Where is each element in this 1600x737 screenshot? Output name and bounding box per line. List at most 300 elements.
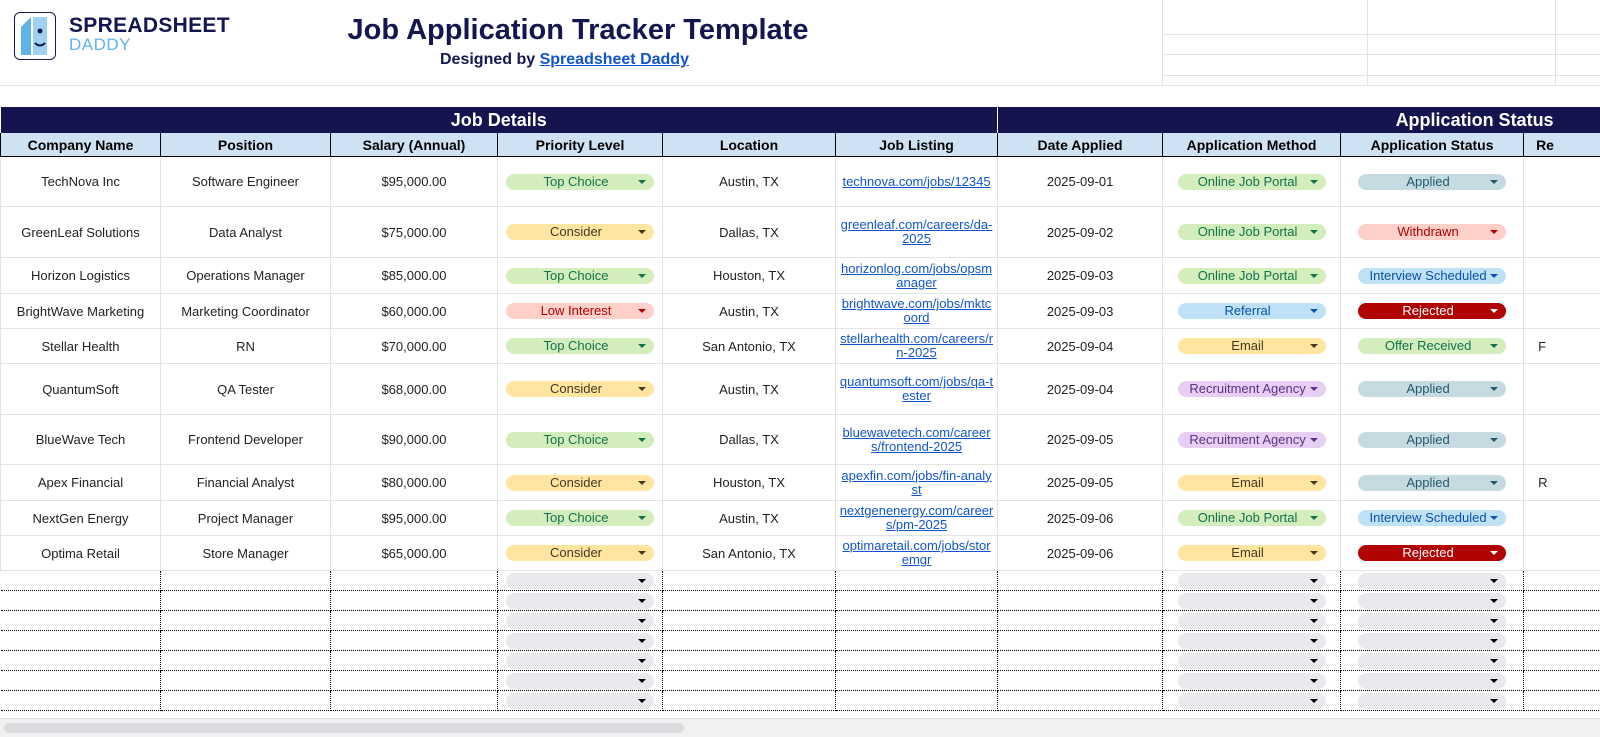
- dropdown-arrow-icon[interactable]: [1490, 481, 1498, 485]
- empty-cell[interactable]: [998, 591, 1163, 611]
- priority-cell[interactable]: [498, 465, 663, 501]
- salary-cell[interactable]: $75,000.00: [331, 207, 498, 258]
- method-cell[interactable]: [1163, 631, 1341, 651]
- job-listing-link[interactable]: quantumsoft.com/jobs/qa-tester: [839, 374, 994, 403]
- position-cell[interactable]: Data Analyst: [161, 207, 331, 258]
- dropdown-arrow-icon[interactable]: [638, 344, 646, 348]
- priority-cell[interactable]: [498, 611, 663, 631]
- method-dropdown[interactable]: [1178, 303, 1326, 319]
- dropdown-arrow-icon[interactable]: [1310, 274, 1318, 278]
- status-dropdown[interactable]: [1358, 653, 1506, 669]
- listing-cell[interactable]: [836, 465, 998, 501]
- method-cell[interactable]: [1163, 651, 1341, 671]
- empty-cell[interactable]: [998, 631, 1163, 651]
- empty-cell[interactable]: [663, 651, 836, 671]
- listing-cell[interactable]: [836, 207, 998, 258]
- job-listing-link[interactable]: technova.com/jobs/12345: [842, 173, 991, 189]
- dropdown-arrow-icon[interactable]: [1310, 438, 1318, 442]
- priority-dropdown[interactable]: [506, 573, 654, 589]
- logo-text: SPREADSHEET: [69, 14, 230, 37]
- empty-cell[interactable]: [836, 651, 998, 671]
- dropdown-arrow-icon[interactable]: [1490, 344, 1498, 348]
- status-dropdown[interactable]: [1358, 545, 1506, 561]
- method-cell[interactable]: [1163, 571, 1341, 591]
- empty-cell[interactable]: [331, 571, 498, 591]
- listing-cell[interactable]: [836, 294, 998, 329]
- empty-cell[interactable]: [331, 651, 498, 671]
- method-dropdown[interactable]: [1178, 673, 1326, 689]
- method-cell[interactable]: [1163, 329, 1341, 364]
- extra-cell[interactable]: [1524, 294, 1600, 329]
- empty-cell[interactable]: [1, 651, 161, 671]
- dropdown-arrow-icon[interactable]: [1490, 387, 1498, 391]
- job-listing-link[interactable]: bluewavetech.com/careers/frontend-2025: [842, 424, 991, 454]
- location-cell[interactable]: Houston, TX: [663, 258, 836, 294]
- priority-dropdown[interactable]: [506, 593, 654, 609]
- empty-cell[interactable]: [663, 611, 836, 631]
- dropdown-arrow-icon[interactable]: [1310, 551, 1318, 555]
- date-cell[interactable]: 2025-09-04: [998, 329, 1163, 364]
- status-cell[interactable]: [1341, 571, 1524, 591]
- status-cell[interactable]: [1341, 536, 1524, 571]
- priority-dropdown[interactable]: [506, 510, 654, 526]
- status-cell[interactable]: [1341, 691, 1524, 711]
- method-dropdown[interactable]: [1178, 475, 1326, 491]
- listing-cell[interactable]: [836, 157, 998, 207]
- status-cell[interactable]: [1341, 591, 1524, 611]
- method-cell[interactable]: [1163, 294, 1341, 329]
- method-cell[interactable]: [1163, 501, 1341, 536]
- dropdown-arrow-icon[interactable]: [1490, 679, 1498, 683]
- dropdown-arrow-icon[interactable]: [1490, 619, 1498, 623]
- method-dropdown[interactable]: [1178, 268, 1326, 284]
- status-cell[interactable]: [1341, 364, 1524, 415]
- status-dropdown[interactable]: [1358, 573, 1506, 589]
- job-listing-link[interactable]: horizonlog.com/jobs/opsmanager: [841, 260, 993, 290]
- job-listing-link[interactable]: brightwave.com/jobs/mktcoord: [841, 296, 992, 325]
- priority-dropdown[interactable]: [506, 338, 654, 354]
- extra-cell[interactable]: [1524, 364, 1600, 415]
- empty-cell[interactable]: [1524, 571, 1600, 591]
- extra-cell[interactable]: [1524, 501, 1600, 536]
- location-cell[interactable]: Austin, TX: [663, 501, 836, 536]
- method-cell[interactable]: [1163, 465, 1341, 501]
- location-cell[interactable]: Dallas, TX: [663, 207, 836, 258]
- dropdown-arrow-icon[interactable]: [638, 679, 646, 683]
- dropdown-arrow-icon[interactable]: [1490, 579, 1498, 583]
- dropdown-arrow-icon[interactable]: [1490, 274, 1498, 278]
- priority-dropdown[interactable]: [506, 381, 654, 397]
- empty-cell[interactable]: [1524, 631, 1600, 651]
- priority-dropdown[interactable]: [506, 303, 654, 319]
- empty-cell[interactable]: [1, 671, 161, 691]
- priority-cell[interactable]: [498, 207, 663, 258]
- status-cell[interactable]: [1341, 611, 1524, 631]
- dropdown-arrow-icon[interactable]: [638, 579, 646, 583]
- method-dropdown[interactable]: [1178, 593, 1326, 609]
- empty-cell[interactable]: [1524, 651, 1600, 671]
- location-cell[interactable]: San Antonio, TX: [663, 536, 836, 571]
- company-cell[interactable]: NextGen Energy: [1, 501, 161, 536]
- method-dropdown[interactable]: [1178, 381, 1326, 397]
- priority-dropdown[interactable]: [506, 174, 654, 190]
- status-dropdown[interactable]: [1358, 432, 1506, 448]
- position-cell[interactable]: Project Manager: [161, 501, 331, 536]
- date-cell[interactable]: 2025-09-05: [998, 415, 1163, 465]
- table-row: [1, 364, 1600, 415]
- company-cell[interactable]: Apex Financial: [1, 465, 161, 501]
- empty-cell[interactable]: [161, 591, 331, 611]
- priority-cell[interactable]: [498, 631, 663, 651]
- method-dropdown[interactable]: [1178, 613, 1326, 629]
- status-dropdown[interactable]: [1358, 475, 1506, 491]
- dropdown-arrow-icon[interactable]: [638, 230, 646, 234]
- date-cell[interactable]: 2025-09-06: [998, 536, 1163, 571]
- tracker-table: [0, 107, 1600, 711]
- dropdown-arrow-icon[interactable]: [638, 180, 646, 184]
- method-cell[interactable]: [1163, 591, 1341, 611]
- status-value: Offer Received: [1384, 338, 1472, 353]
- method-dropdown[interactable]: [1178, 573, 1326, 589]
- status-cell[interactable]: [1341, 258, 1524, 294]
- dropdown-arrow-icon[interactable]: [638, 309, 646, 313]
- priority-cell[interactable]: [498, 571, 663, 591]
- method-value: Email: [1231, 545, 1264, 560]
- column-header: Company Name: [1, 133, 161, 157]
- empty-cell[interactable]: [1524, 691, 1600, 711]
- dropdown-arrow-icon[interactable]: [638, 551, 646, 555]
- location-cell[interactable]: Houston, TX: [663, 465, 836, 501]
- priority-cell[interactable]: [498, 691, 663, 711]
- dropdown-arrow-icon[interactable]: [1310, 481, 1318, 485]
- position-cell[interactable]: RN: [161, 329, 331, 364]
- method-cell[interactable]: [1163, 611, 1341, 631]
- empty-cell[interactable]: [1524, 591, 1600, 611]
- method-dropdown[interactable]: [1178, 174, 1326, 190]
- salary-cell[interactable]: $70,000.00: [331, 329, 498, 364]
- status-cell[interactable]: [1341, 501, 1524, 536]
- job-listing-link[interactable]: apexfin.com/jobs/fin-analyst: [841, 467, 992, 497]
- empty-cell[interactable]: [663, 571, 836, 591]
- status-dropdown[interactable]: [1358, 224, 1506, 240]
- priority-value: Consider: [549, 224, 603, 239]
- method-dropdown[interactable]: [1178, 510, 1326, 526]
- status-cell[interactable]: [1341, 415, 1524, 465]
- position-cell[interactable]: Frontend Developer: [161, 415, 331, 465]
- dropdown-arrow-icon[interactable]: [1310, 180, 1318, 184]
- dropdown-arrow-icon[interactable]: [1310, 344, 1318, 348]
- empty-cell[interactable]: [1, 591, 161, 611]
- location-cell[interactable]: Dallas, TX: [663, 415, 836, 465]
- designer-link[interactable]: Spreadsheet Daddy: [539, 51, 689, 68]
- dropdown-arrow-icon[interactable]: [1490, 639, 1498, 643]
- listing-cell[interactable]: [836, 501, 998, 536]
- status-cell[interactable]: [1341, 631, 1524, 651]
- empty-cell[interactable]: [161, 571, 331, 591]
- location-cell[interactable]: San Antonio, TX: [663, 329, 836, 364]
- empty-cell[interactable]: [331, 611, 498, 631]
- dropdown-arrow-icon[interactable]: [1490, 551, 1498, 555]
- salary-cell[interactable]: $68,000.00: [331, 364, 498, 415]
- company-cell[interactable]: QuantumSoft: [1, 364, 161, 415]
- listing-cell[interactable]: [836, 415, 998, 465]
- dropdown-arrow-icon[interactable]: [1310, 639, 1318, 643]
- empty-cell[interactable]: [1524, 611, 1600, 631]
- priority-cell[interactable]: [498, 258, 663, 294]
- salary-cell[interactable]: $95,000.00: [331, 157, 498, 207]
- dropdown-arrow-icon[interactable]: [1490, 230, 1498, 234]
- extra-cell[interactable]: [1524, 415, 1600, 465]
- company-cell[interactable]: TechNova Inc: [1, 157, 161, 207]
- listing-cell[interactable]: [836, 329, 998, 364]
- priority-cell[interactable]: [498, 671, 663, 691]
- empty-cell[interactable]: [1, 691, 161, 711]
- dropdown-arrow-icon[interactable]: [1490, 659, 1498, 663]
- status-value: Interview Scheduled: [1369, 267, 1487, 283]
- status-cell[interactable]: [1341, 671, 1524, 691]
- location-cell[interactable]: Austin, TX: [663, 364, 836, 415]
- method-cell[interactable]: [1163, 415, 1341, 465]
- priority-dropdown[interactable]: [506, 653, 654, 669]
- empty-cell[interactable]: [161, 651, 331, 671]
- listing-cell[interactable]: [836, 364, 998, 415]
- position-cell[interactable]: Financial Analyst: [161, 465, 331, 501]
- horizontal-scrollbar[interactable]: [0, 718, 1600, 737]
- priority-cell[interactable]: [498, 294, 663, 329]
- location-cell[interactable]: Austin, TX: [663, 294, 836, 329]
- method-dropdown[interactable]: [1178, 224, 1326, 240]
- method-dropdown[interactable]: [1178, 432, 1326, 448]
- band-application-status: Application Status: [998, 107, 1600, 133]
- priority-cell[interactable]: [498, 501, 663, 536]
- company-cell[interactable]: Stellar Health: [1, 329, 161, 364]
- status-dropdown[interactable]: [1358, 693, 1506, 709]
- priority-dropdown[interactable]: [506, 673, 654, 689]
- job-listing-link[interactable]: optimaretail.com/jobs/storemgr: [842, 538, 991, 567]
- empty-cell[interactable]: [331, 691, 498, 711]
- empty-cell[interactable]: [998, 571, 1163, 591]
- dropdown-arrow-icon[interactable]: [1490, 699, 1498, 703]
- empty-cell[interactable]: [331, 631, 498, 651]
- empty-cell[interactable]: [663, 591, 836, 611]
- empty-cell[interactable]: [331, 591, 498, 611]
- status-cell[interactable]: [1341, 157, 1524, 207]
- job-listing-link[interactable]: nextgenenergy.com/careers/pm-2025: [839, 503, 994, 532]
- listing-cell[interactable]: [836, 258, 998, 294]
- job-listing-link[interactable]: stellarhealth.com/careers/rn-2025: [839, 331, 994, 360]
- job-listing-link[interactable]: greenleaf.com/careers/da-2025: [840, 217, 993, 246]
- dropdown-arrow-icon[interactable]: [1310, 699, 1318, 703]
- dropdown-arrow-icon[interactable]: [638, 516, 646, 520]
- company-cell[interactable]: BlueWave Tech: [1, 415, 161, 465]
- empty-cell[interactable]: [161, 631, 331, 651]
- empty-cell[interactable]: [331, 671, 498, 691]
- method-cell[interactable]: [1163, 157, 1341, 207]
- dropdown-arrow-icon[interactable]: [1310, 230, 1318, 234]
- status-dropdown[interactable]: [1358, 673, 1506, 689]
- status-dropdown[interactable]: [1358, 268, 1506, 284]
- empty-cell[interactable]: [998, 691, 1163, 711]
- status-dropdown[interactable]: [1358, 593, 1506, 609]
- date-cell[interactable]: 2025-09-02: [998, 207, 1163, 258]
- empty-cell[interactable]: [161, 611, 331, 631]
- dropdown-arrow-icon[interactable]: [638, 659, 646, 663]
- status-cell[interactable]: [1341, 207, 1524, 258]
- dropdown-arrow-icon[interactable]: [1310, 619, 1318, 623]
- date-cell[interactable]: 2025-09-04: [998, 364, 1163, 415]
- priority-dropdown[interactable]: [506, 224, 654, 240]
- company-cell[interactable]: Horizon Logistics: [1, 258, 161, 294]
- empty-cell[interactable]: [998, 611, 1163, 631]
- dropdown-arrow-icon[interactable]: [638, 699, 646, 703]
- table-row: [1, 536, 1600, 571]
- method-dropdown[interactable]: [1178, 653, 1326, 669]
- empty-cell[interactable]: [836, 691, 998, 711]
- empty-cell[interactable]: [836, 631, 998, 651]
- salary-cell[interactable]: $80,000.00: [331, 465, 498, 501]
- method-dropdown[interactable]: [1178, 545, 1326, 561]
- position-cell[interactable]: QA Tester: [161, 364, 331, 415]
- status-cell[interactable]: [1341, 465, 1524, 501]
- dropdown-arrow-icon[interactable]: [1490, 180, 1498, 184]
- method-cell[interactable]: [1163, 207, 1341, 258]
- company-cell[interactable]: Optima Retail: [1, 536, 161, 571]
- salary-cell[interactable]: $95,000.00: [331, 501, 498, 536]
- dropdown-arrow-icon[interactable]: [638, 619, 646, 623]
- priority-dropdown[interactable]: [506, 432, 654, 448]
- extra-cell[interactable]: R: [1524, 465, 1600, 501]
- date-cell[interactable]: 2025-09-06: [998, 501, 1163, 536]
- dropdown-arrow-icon[interactable]: [638, 274, 646, 278]
- scrollbar-thumb[interactable]: [4, 723, 684, 733]
- extra-cell[interactable]: [1524, 536, 1600, 571]
- method-dropdown[interactable]: [1178, 338, 1326, 354]
- priority-dropdown[interactable]: [506, 545, 654, 561]
- method-cell[interactable]: [1163, 536, 1341, 571]
- dropdown-arrow-icon[interactable]: [1310, 679, 1318, 683]
- priority-value: Top Choice: [543, 510, 609, 525]
- date-cell[interactable]: 2025-09-03: [998, 258, 1163, 294]
- empty-cell[interactable]: [1, 611, 161, 631]
- method-dropdown[interactable]: [1178, 693, 1326, 709]
- priority-dropdown[interactable]: [506, 633, 654, 649]
- listing-cell[interactable]: [836, 536, 998, 571]
- method-dropdown[interactable]: [1178, 633, 1326, 649]
- empty-cell[interactable]: [836, 611, 998, 631]
- dropdown-arrow-icon[interactable]: [1310, 659, 1318, 663]
- dropdown-arrow-icon[interactable]: [1310, 387, 1318, 391]
- dropdown-arrow-icon[interactable]: [1490, 309, 1498, 313]
- dropdown-arrow-icon[interactable]: [638, 639, 646, 643]
- dropdown-arrow-icon[interactable]: [638, 387, 646, 391]
- empty-cell[interactable]: [663, 671, 836, 691]
- location-cell[interactable]: Austin, TX: [663, 157, 836, 207]
- empty-cell[interactable]: [161, 691, 331, 711]
- method-cell[interactable]: [1163, 691, 1341, 711]
- status-dropdown[interactable]: [1358, 303, 1506, 319]
- empty-cell[interactable]: [161, 671, 331, 691]
- position-cell[interactable]: Operations Manager: [161, 258, 331, 294]
- status-dropdown[interactable]: [1358, 381, 1506, 397]
- company-cell[interactable]: GreenLeaf Solutions: [1, 207, 161, 258]
- priority-cell[interactable]: [498, 364, 663, 415]
- position-cell[interactable]: Marketing Coordinator: [161, 294, 331, 329]
- priority-dropdown[interactable]: [506, 475, 654, 491]
- priority-cell[interactable]: [498, 329, 663, 364]
- extra-cell[interactable]: F: [1524, 329, 1600, 364]
- dropdown-arrow-icon[interactable]: [1310, 516, 1318, 520]
- priority-cell[interactable]: [498, 415, 663, 465]
- status-cell[interactable]: [1341, 651, 1524, 671]
- empty-row: [1, 691, 1600, 711]
- method-value: Online Job Portal: [1197, 173, 1298, 189]
- empty-cell[interactable]: [663, 631, 836, 651]
- dropdown-arrow-icon[interactable]: [638, 599, 646, 603]
- status-dropdown[interactable]: [1358, 613, 1506, 629]
- dropdown-arrow-icon[interactable]: [1490, 438, 1498, 442]
- dropdown-arrow-icon[interactable]: [1310, 309, 1318, 313]
- salary-cell[interactable]: $85,000.00: [331, 258, 498, 294]
- empty-cell[interactable]: [836, 571, 998, 591]
- date-cell[interactable]: 2025-09-03: [998, 294, 1163, 329]
- priority-cell[interactable]: [498, 591, 663, 611]
- method-cell[interactable]: [1163, 671, 1341, 691]
- priority-dropdown[interactable]: [506, 693, 654, 709]
- priority-cell[interactable]: [498, 651, 663, 671]
- status-dropdown[interactable]: [1358, 510, 1506, 526]
- priority-cell[interactable]: [498, 536, 663, 571]
- position-cell[interactable]: Store Manager: [161, 536, 331, 571]
- salary-cell[interactable]: $60,000.00: [331, 294, 498, 329]
- empty-cell[interactable]: [1524, 671, 1600, 691]
- dropdown-arrow-icon[interactable]: [1490, 599, 1498, 603]
- dropdown-arrow-icon[interactable]: [1490, 516, 1498, 520]
- method-cell[interactable]: [1163, 364, 1341, 415]
- empty-cell[interactable]: [836, 671, 998, 691]
- extra-cell[interactable]: [1524, 157, 1600, 207]
- status-dropdown[interactable]: [1358, 633, 1506, 649]
- salary-cell[interactable]: $65,000.00: [331, 536, 498, 571]
- company-cell[interactable]: BrightWave Marketing: [1, 294, 161, 329]
- extra-cell[interactable]: [1524, 207, 1600, 258]
- date-cell[interactable]: 2025-09-01: [998, 157, 1163, 207]
- empty-cell[interactable]: [998, 651, 1163, 671]
- empty-cell[interactable]: [836, 591, 998, 611]
- priority-cell[interactable]: [498, 157, 663, 207]
- status-cell[interactable]: [1341, 329, 1524, 364]
- salary-cell[interactable]: $90,000.00: [331, 415, 498, 465]
- dropdown-arrow-icon[interactable]: [638, 438, 646, 442]
- date-cell[interactable]: 2025-09-05: [998, 465, 1163, 501]
- status-cell[interactable]: [1341, 294, 1524, 329]
- empty-cell[interactable]: [998, 671, 1163, 691]
- status-dropdown[interactable]: [1358, 338, 1506, 354]
- empty-cell[interactable]: [1, 631, 161, 651]
- method-cell[interactable]: [1163, 258, 1341, 294]
- dropdown-arrow-icon[interactable]: [1310, 599, 1318, 603]
- dropdown-arrow-icon[interactable]: [1310, 579, 1318, 583]
- status-dropdown[interactable]: [1358, 174, 1506, 190]
- empty-cell[interactable]: [663, 691, 836, 711]
- extra-cell[interactable]: [1524, 258, 1600, 294]
- method-value: Online Job Portal: [1197, 510, 1298, 525]
- empty-cell[interactable]: [1, 571, 161, 591]
- position-cell[interactable]: Software Engineer: [161, 157, 331, 207]
- table-row: [1, 294, 1600, 329]
- dropdown-arrow-icon[interactable]: [638, 481, 646, 485]
- priority-dropdown[interactable]: [506, 268, 654, 284]
- priority-dropdown[interactable]: [506, 613, 654, 629]
